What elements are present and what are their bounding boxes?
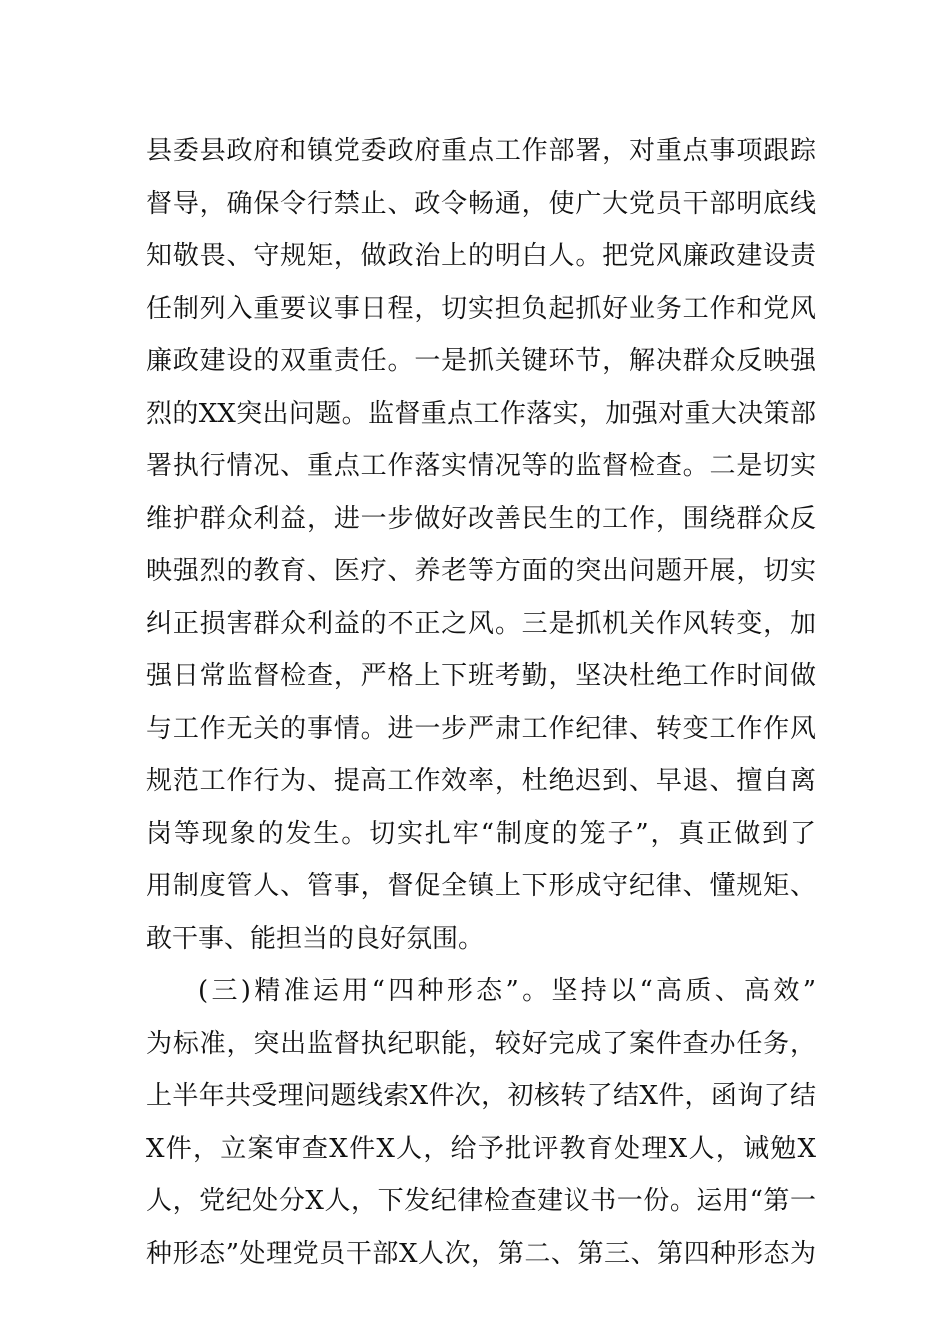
text-line: 岗等现象的发生。切实扎牢“制度的笼子”，真正做到了 — [146, 818, 816, 849]
section-heading-line: (三)精准运用“四种形态”。坚持以“高质、高效” — [198, 976, 816, 1006]
text-line: 种形态”处理党员干部X人次，第二、第三、第四种形态为 — [146, 1238, 816, 1269]
text-line: 人，党纪处分X人，下发纪律检查建议书一份。运用“第一 — [146, 1186, 816, 1216]
text-line: 规范工作行为、提高工作效率，杜绝迟到、早退、擅自离 — [146, 766, 816, 796]
text-line: 映强烈的教育、医疗、养老等方面的突出问题开展，切实 — [146, 556, 816, 586]
text-line: 县委县政府和镇党委政府重点工作部署，对重点事项跟踪 — [146, 136, 816, 166]
text-line: 廉政建设的双重责任。一是抓关键环节，解决群众反映强 — [146, 346, 816, 376]
text-line: 督导，确保令行禁止、政令畅通，使广大党员干部明底线 — [146, 188, 816, 219]
text-line: 用制度管人、管事，督促全镇上下形成守纪律、懂规矩、 — [146, 871, 816, 901]
text-line: 知敬畏、守规矩，做政治上的明白人。把党风廉政建设责 — [146, 241, 816, 271]
document-body — [146, 125, 816, 1280]
text-line: 烈的XX突出问题。监督重点工作落实，加强对重大决策部 — [146, 398, 816, 429]
text-line: 署执行情况、重点工作落实情况等的监督检查。二是切实 — [146, 451, 816, 481]
text-line: 与工作无关的事情。进一步严肃工作纪律、转变工作作风 — [146, 713, 816, 744]
text-line: 强日常监督检查，严格上下班考勤，坚决杜绝工作时间做 — [146, 661, 816, 691]
text-line: X件，立案审查X件X人，给予批评教育处理X人，诫勉X — [146, 1133, 816, 1164]
text-line: 纠正损害群众利益的不正之风。三是抓机关作风转变，加 — [146, 608, 816, 639]
text-line: 为标准，突出监督执纪职能，较好完成了案件查办任务， — [146, 1028, 816, 1059]
text-line: 任制列入重要议事日程，切实担负起抓好业务工作和党风 — [146, 293, 816, 324]
text-line: 上半年共受理问题线索X件次，初核转了结X件，函询了结 — [146, 1081, 816, 1111]
text-line: 维护群众利益，进一步做好改善民生的工作，围绕群众反 — [146, 503, 816, 534]
paragraph-end-line: 敢干事、能担当的良好氛围。 — [146, 923, 485, 954]
